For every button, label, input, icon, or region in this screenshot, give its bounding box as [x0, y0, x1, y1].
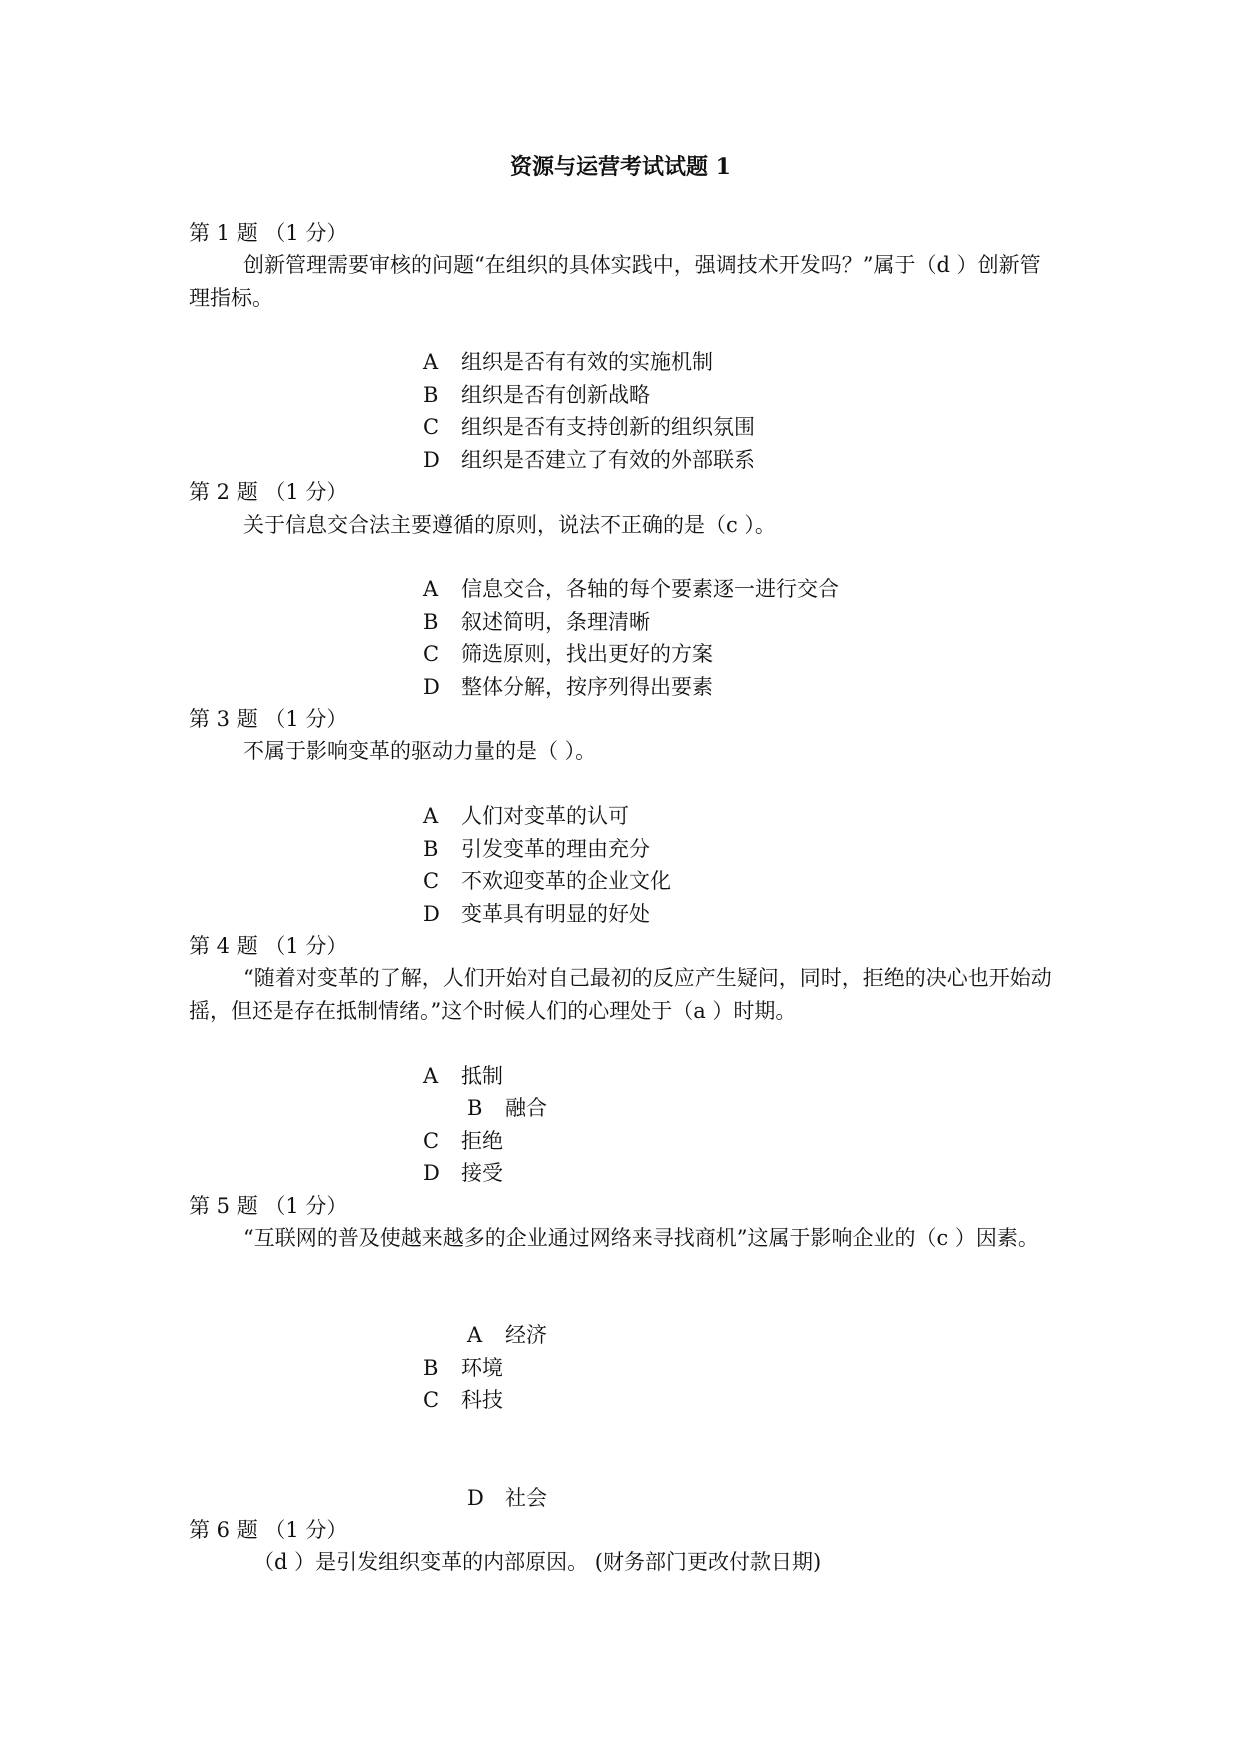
- option-letter: B: [423, 610, 439, 634]
- question-6-head: 第 6 题 （1 分）: [189, 1518, 348, 1542]
- option-text: 不欢迎变革的企业文化: [461, 869, 671, 893]
- question-4-head: 第 4 题 （1 分）: [189, 934, 348, 958]
- option-text: 抵制: [461, 1064, 503, 1088]
- option-text: 整体分解，按序列得出要素: [461, 675, 713, 699]
- option-text: 组织是否有有效的实施机制: [461, 350, 713, 374]
- question-5-option-a: [467, 1320, 547, 1350]
- option-text: 融合: [505, 1096, 547, 1120]
- option-text: 叙述简明，条理清晰: [461, 610, 650, 634]
- question-4-option-c: [423, 1126, 503, 1156]
- question-1-stem: 创新管理需要审核的问题“在组织的具体实践中，强调技术开发吗？”属于（d ）创新管理指标。: [189, 253, 1041, 310]
- question-3-head: 第 3 题 （1 分）: [189, 707, 348, 731]
- option-text: 经济: [505, 1323, 547, 1347]
- question-6-stem: （d ）是引发组织变革的内部原因。 (财务部门更改付款日期): [253, 1550, 822, 1574]
- option-letter: D: [423, 902, 440, 926]
- question-1-option-b: [423, 380, 650, 410]
- question-3-option-c: [423, 866, 671, 896]
- option-text: 环境: [461, 1356, 503, 1380]
- question-5-stem: “互联网的普及使越来越多的企业通过网络来寻找商机”这属于影响企业的（c ）因素。: [243, 1226, 1039, 1250]
- option-letter: C: [423, 1388, 440, 1412]
- option-letter: A: [423, 350, 439, 374]
- question-2-stem: 关于信息交合法主要遵循的原则，说法不正确的是（c ）。: [243, 513, 776, 537]
- question-1-option-c: [423, 412, 755, 442]
- option-text: 社会: [505, 1486, 547, 1510]
- option-letter: D: [423, 1161, 440, 1185]
- option-letter: C: [423, 869, 440, 893]
- option-text: 筛选原则，找出更好的方案: [461, 642, 713, 666]
- question-4-stem: “随着对变革的了解，人们开始对自己最初的反应产生疑问，同时，拒绝的决心也开始动摇，但还是存在抵制情绪。”这个时候人们的心理处于（a ）时期。: [189, 966, 1052, 1023]
- option-text: 组织是否有支持创新的组织氛围: [461, 415, 755, 439]
- option-letter: A: [467, 1323, 483, 1347]
- question-1-option-d: [423, 445, 755, 475]
- question-2-head: 第 2 题 （1 分）: [189, 480, 348, 504]
- question-1-head: 第 1 题 （1 分）: [189, 221, 348, 245]
- question-2-option-b: [423, 607, 650, 637]
- option-letter: C: [423, 1129, 440, 1153]
- option-letter: B: [423, 837, 439, 861]
- question-2-option-a: [423, 574, 839, 604]
- option-text: 人们对变革的认可: [461, 804, 629, 828]
- question-2-option-c: [423, 639, 713, 669]
- question-2-option-d: [423, 672, 713, 702]
- option-text: 引发变革的理由充分: [461, 837, 650, 861]
- question-4-option-a: [423, 1061, 503, 1091]
- option-letter: D: [423, 448, 440, 472]
- question-5-option-c: [423, 1385, 503, 1415]
- question-1-option-a: [423, 347, 713, 377]
- question-3-option-a: [423, 801, 629, 831]
- option-text: 信息交合，各轴的每个要素逐一进行交合: [461, 577, 839, 601]
- option-letter: A: [423, 1064, 439, 1088]
- option-text: 接受: [461, 1161, 503, 1185]
- option-letter: A: [423, 804, 439, 828]
- option-text: 科技: [461, 1388, 503, 1412]
- option-letter: B: [467, 1096, 483, 1120]
- question-4-option-d: [423, 1158, 503, 1188]
- option-letter: A: [423, 577, 439, 601]
- option-text: 变革具有明显的好处: [461, 902, 650, 926]
- question-5-option-d: [467, 1483, 547, 1513]
- option-letter: B: [423, 383, 439, 407]
- question-4-option-b: [467, 1093, 547, 1123]
- option-letter: D: [467, 1486, 484, 1510]
- question-3-stem: 不属于影响变革的驱动力量的是（ ）。: [243, 739, 597, 763]
- question-5-head: 第 5 题 （1 分）: [189, 1194, 348, 1218]
- question-5-option-b: [423, 1353, 503, 1383]
- option-letter: D: [423, 675, 440, 699]
- option-text: 组织是否建立了有效的外部联系: [461, 448, 755, 472]
- option-text: 组织是否有创新战略: [461, 383, 650, 407]
- page-title: 资源与运营考试试题 1: [510, 154, 731, 180]
- question-3-option-b: [423, 834, 650, 864]
- option-letter: B: [423, 1356, 439, 1380]
- option-letter: C: [423, 642, 440, 666]
- question-3-option-d: [423, 899, 650, 929]
- option-letter: C: [423, 415, 440, 439]
- option-text: 拒绝: [461, 1129, 503, 1153]
